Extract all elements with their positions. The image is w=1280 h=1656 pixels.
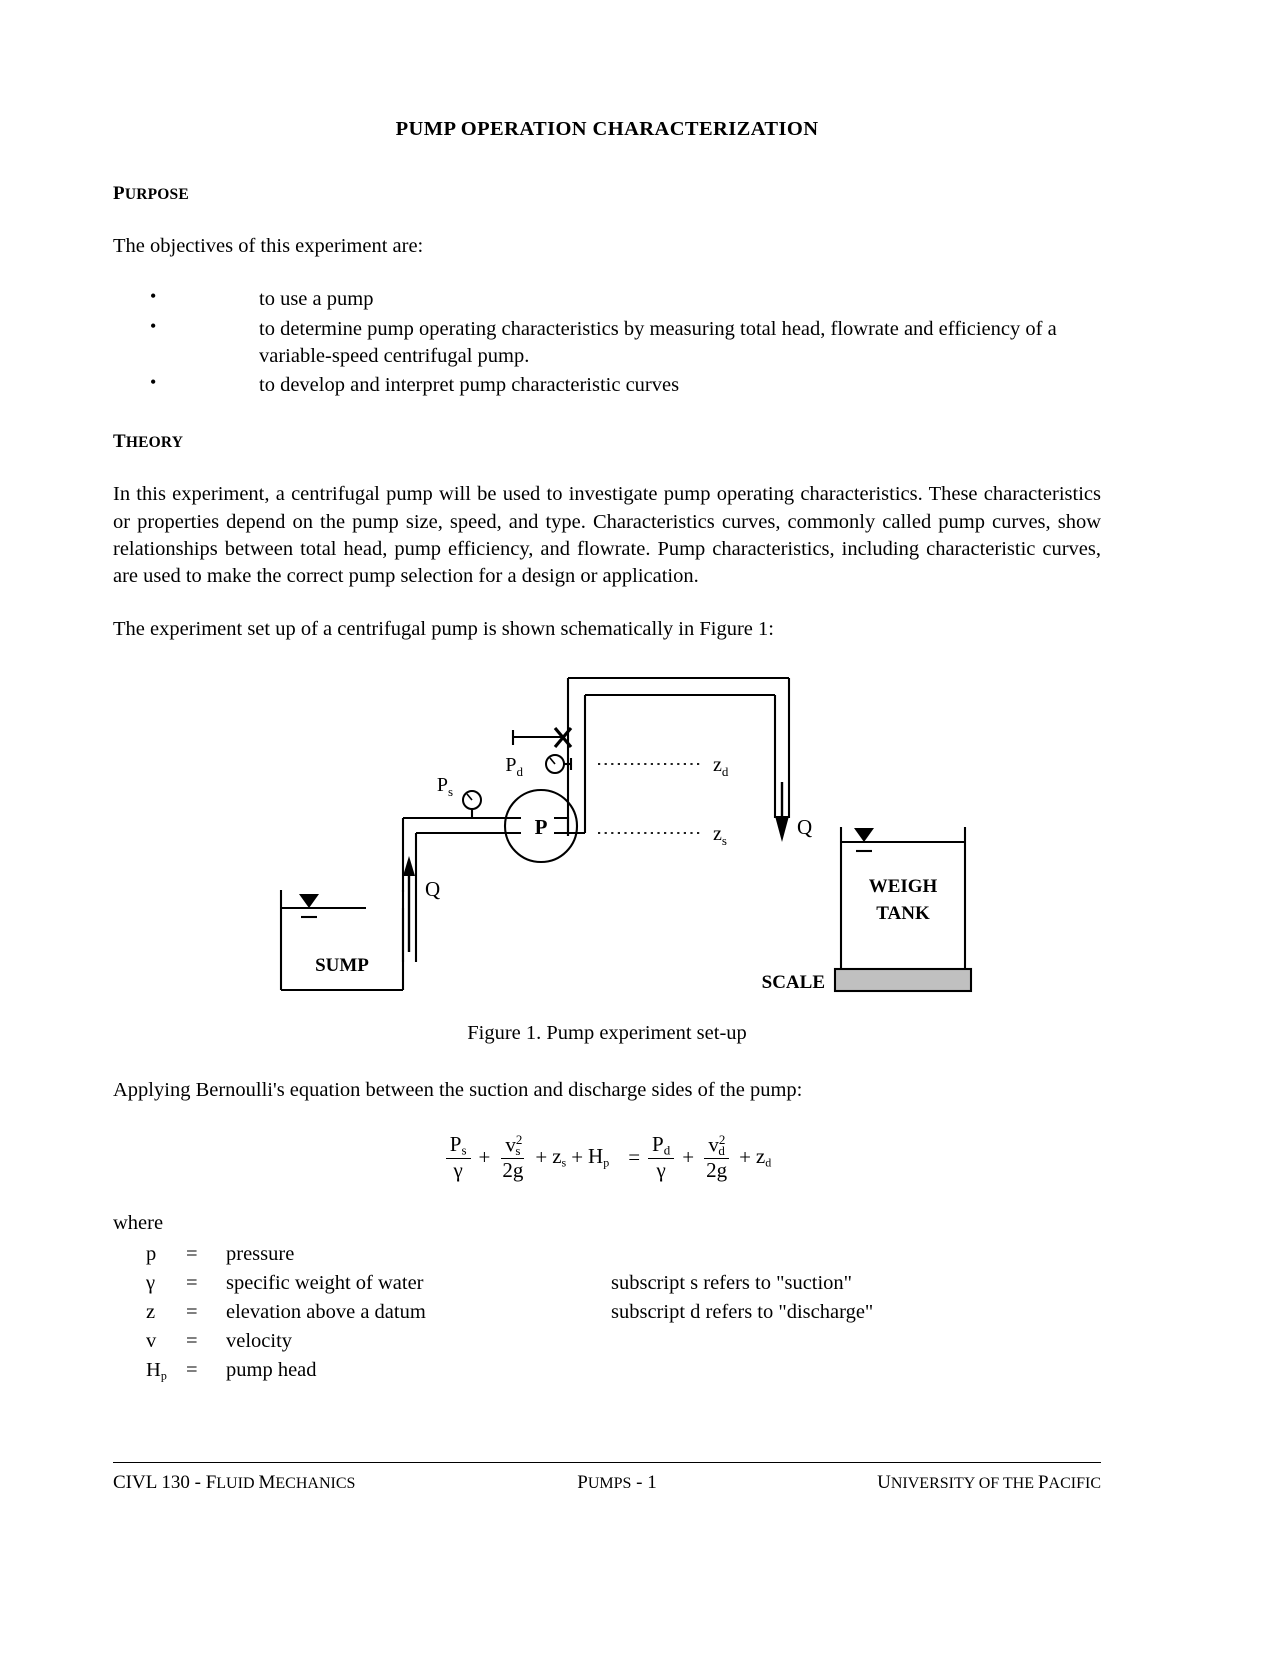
equals-cell: = [186,1271,198,1294]
bullet-icon: • [150,315,157,336]
document-content [113,118,1101,1389]
denominator: 2g [706,1158,728,1183]
water-level-triangle-sump-icon [299,894,319,908]
label-pressure-discharge: $P_d$ [505,753,523,779]
objectives-list [113,286,1101,399]
page-title: PUMP OPERATION CHARACTERIZATION [395,118,819,140]
denominator: γ [453,1157,463,1182]
operator-plus: + [478,1144,491,1169]
term-pump-head: Hp [588,1144,610,1170]
label-elevation-suction: $z_s$ [713,822,727,848]
footer-institution: UNIVERSITY OF THE PACIFIC [877,1472,1101,1493]
numerator: $v^2_s$ [501,1133,524,1159]
theory-paragraph-1: In this experiment, a centrifugal pump will be used to investigate pump operating characteristics. These characteristics or properties depend on the pump size, speed, and type. Characteristics curves, commonly called pump curves, show relationships between total head, pump efficiency, and flowrate. Pump characteristics, including characteristic curves, are used to make the correct pump selection for a design or application. [113,483,1101,587]
water-level-triangle-tank-icon [854,828,874,842]
note-cell [611,1330,1031,1359]
symbol-cell: p [146,1242,157,1265]
equation-row [443,1133,772,1182]
bernoulli-equation [113,1132,1101,1182]
flow-arrow-tank-head-icon [775,816,789,842]
definition-cell: elevation above a datum [226,1300,426,1323]
definition-cell: specific weight of water [226,1271,424,1294]
figure-1-schematic [113,670,1101,1000]
definition-cell: velocity [226,1329,293,1352]
bullet-icon: • [150,372,157,392]
denominator: γ [656,1157,666,1182]
footer-page-number: PUMPS - 1 [577,1472,657,1493]
operator-plus: + [571,1144,584,1169]
symbol-cell: Hp [146,1358,167,1383]
note-cell [611,1243,1031,1272]
label-elevation-discharge: $z_d$ [713,753,729,779]
purpose-intro: The objectives of this experiment are: [113,235,424,257]
table-row [146,1272,1031,1301]
definition-cell: pump head [226,1358,317,1381]
term-velocity-suction-head [498,1133,527,1182]
label-scale: SCALE [761,971,825,993]
objective-text: to use a pump [259,288,374,311]
definition-cell: pressure [226,1242,295,1265]
label-sump: SUMP [315,954,369,976]
theory-heading-initial: T [113,431,126,453]
symbol-definitions-table [146,1243,1031,1390]
footer-divider [113,1462,1101,1463]
numerator: $P_s$ [446,1134,471,1159]
symbol-cell: z [146,1300,156,1323]
list-item [113,286,1101,313]
theory-paragraph-2: The experiment set up of a centrifugal pump is shown schematically in Figure 1: [113,618,774,641]
equals-cell: = [186,1329,198,1352]
numerator: $P_d$ [648,1134,674,1159]
section-heading-purpose [113,183,1101,205]
objective-text: to determine pump operating characteristics by measuring total head, flowrate and efficiency of a variable-speed centrifugal pump. [259,317,1057,367]
note-cell [611,1359,1031,1390]
label-weigh-tank-line-2: TANK [876,902,930,924]
table-row [146,1359,1031,1390]
label-flow-tank: Q [797,814,813,839]
list-item [113,316,1101,371]
term-pressure-discharge-over-gamma [648,1131,674,1182]
numerator: $v^2_d$ [704,1133,729,1159]
operator-plus: + [739,1144,751,1169]
operator-equals: = [628,1144,641,1169]
operator-plus: + [682,1144,695,1169]
denominator: 2g [502,1158,524,1183]
equals-cell: = [186,1242,198,1265]
page-footer [113,1462,1101,1494]
term-pressure-suction-over-gamma [446,1131,471,1182]
term-elevation-discharge: zd [755,1144,772,1170]
purpose-heading-rest: URPOSE [124,186,189,203]
symbol-cell: γ [146,1271,156,1294]
pressure-gauge-discharge-needle [550,758,555,764]
flow-arrow-sump-head-icon [403,856,415,876]
label-pump: P [534,814,548,839]
term-elevation-suction: zs [552,1144,567,1170]
equals-cell: = [186,1300,198,1323]
list-item [113,372,1101,399]
table-row [146,1330,1031,1359]
figure-1-caption: Figure 1. Pump experiment set-up [467,1021,747,1044]
bullet-icon: • [150,286,157,307]
where-label: where [113,1211,164,1234]
objective-text: to develop and interpret pump characteristic curves [259,374,680,396]
pump-setup-diagram [113,670,1101,1000]
scale-platform [835,969,971,991]
label-pressure-suction: $P_s$ [436,773,453,799]
label-weigh-tank-line-1: WEIGH [868,875,938,897]
purpose-heading-initial: P [113,183,125,204]
term-velocity-discharge-head [702,1133,731,1182]
footer-course: CIVL 130 - FLUID MECHANICS [113,1472,356,1493]
pressure-gauge-suction-needle [467,794,472,800]
section-heading-theory [113,431,1101,453]
label-flow-sump: Q [425,876,441,901]
table-row [146,1243,1031,1272]
symbol-cell: v [146,1329,157,1352]
table-row [146,1301,1031,1330]
footer-row [113,1472,1101,1494]
theory-paragraph-3: Applying Bernoulli's equation between the suction and discharge sides of the pump: [113,1078,803,1101]
theory-heading-rest: HEORY [125,434,184,452]
note-cell: subscript s refers to "suction" [611,1271,853,1294]
note-cell: subscript d refers to "discharge" [611,1300,874,1323]
equals-cell: = [186,1358,198,1381]
operator-plus: + [535,1144,548,1169]
